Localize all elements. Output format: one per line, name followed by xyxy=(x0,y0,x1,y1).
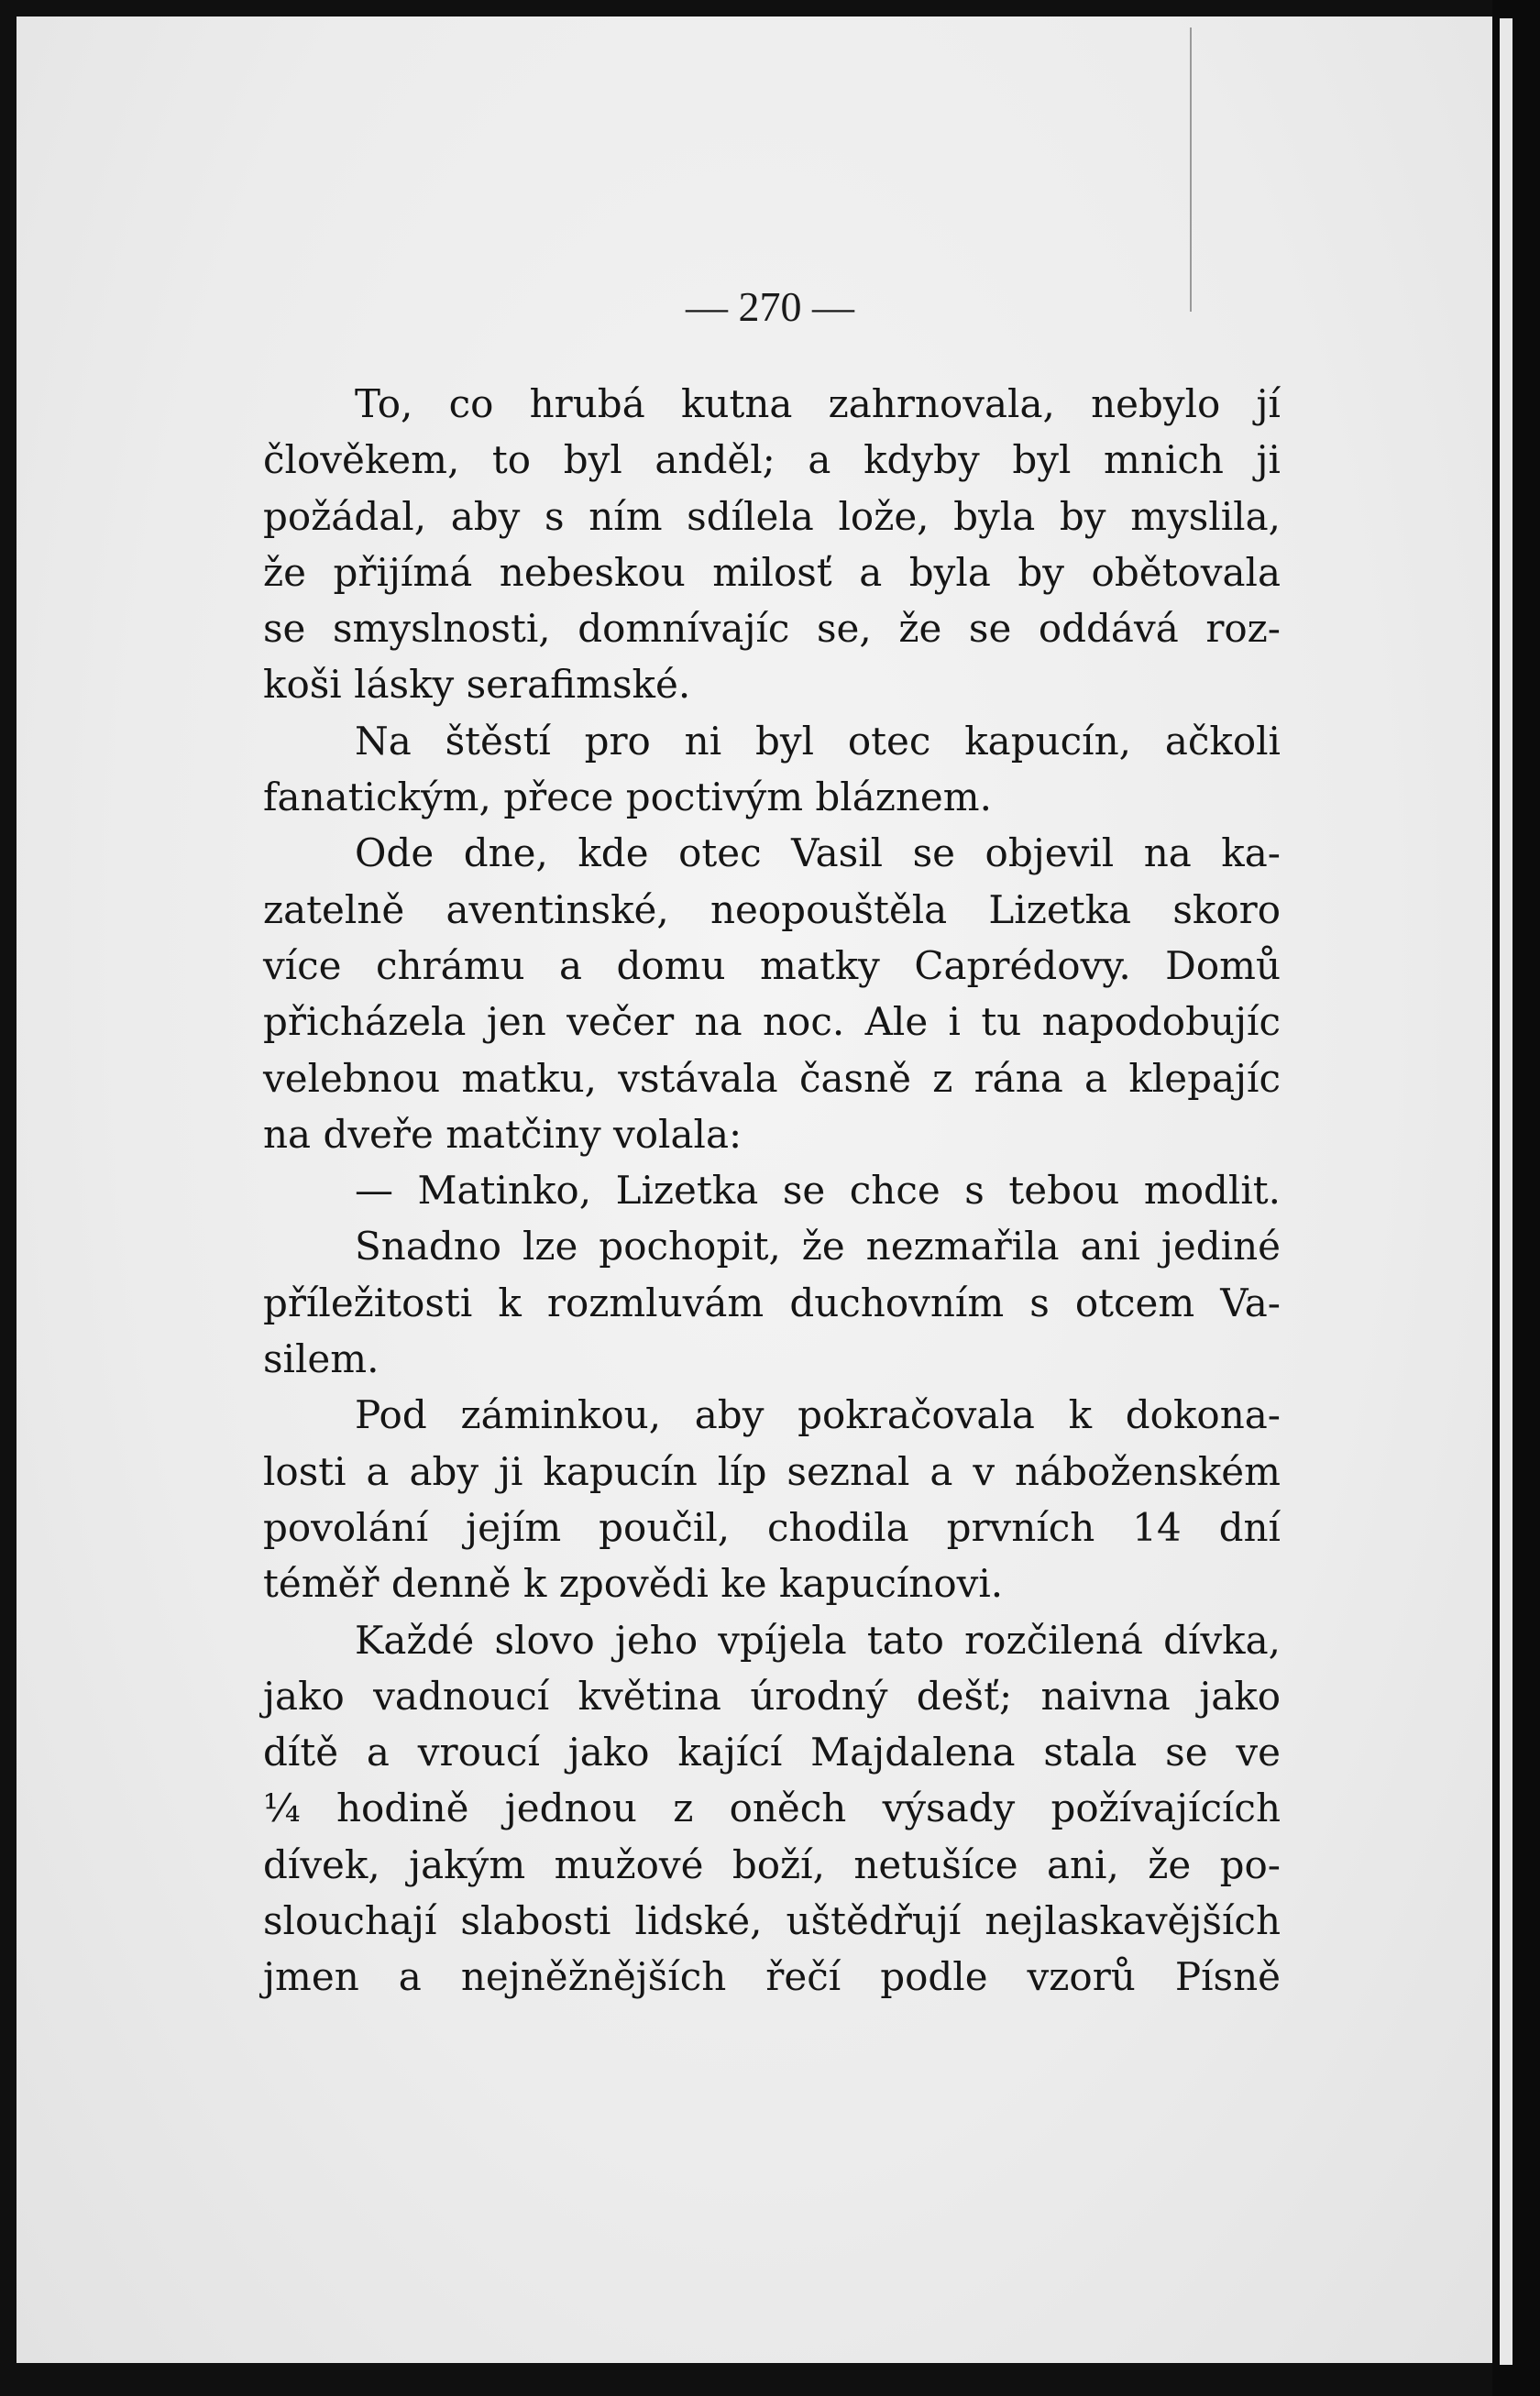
text-line: člověkem, to byl anděl; a kdyby byl mnich ji xyxy=(263,437,1281,483)
text-line: Každé slovo jeho vpíjela tato rozčilená dívka, xyxy=(355,1617,1281,1663)
text-line: silem. xyxy=(263,1336,380,1382)
text-line: Snadno lze pochopit, že nezmařila ani jediné xyxy=(355,1224,1281,1269)
text-line: téměř denně k zpovědi ke kapucínovi. xyxy=(263,1561,1004,1607)
text-line: jmen a nejněžnějších řečí podle vzorů Písně xyxy=(263,1954,1281,2000)
text-line: Ode dne, kde otec Vasil se objevil na ka- xyxy=(355,830,1281,876)
text-line: velebnou matku, vstávala časně z rána a klepajíc xyxy=(263,1055,1281,1101)
text-line: losti a aby ji kapucín líp seznal a v náboženském xyxy=(263,1448,1281,1494)
next-page-edge xyxy=(1500,18,1512,2365)
text-line: zatelně aventinské, neopouštěla Lizetka skoro xyxy=(263,886,1281,932)
text-line: více chrámu a domu matky Caprédovy. Domů xyxy=(263,942,1281,988)
text-line: dítě a vroucí jako kající Majdalena stala se ve xyxy=(263,1730,1281,1775)
text-line: Pod záminkou, aby pokračovala k dokona- xyxy=(355,1392,1281,1438)
text-line: dívek, jakým mužové boží, netušíce ani, že po- xyxy=(263,1841,1281,1887)
text-line: příležitosti k rozmluvám duchovním s otcem Va- xyxy=(263,1280,1281,1325)
text-line: se smyslnosti, domnívajíc se, že se oddává roz- xyxy=(263,606,1281,652)
text-line: ¼ hodině jednou z oněch výsady požívajících xyxy=(263,1786,1281,1831)
page-number: — 270 — xyxy=(686,283,854,330)
text-line: na dveře matčiny volala: xyxy=(263,1111,742,1157)
scan-artifact-line xyxy=(1190,27,1192,312)
text-line: slouchají slabosti lidské, uštědřují nejlaskavějších xyxy=(263,1898,1281,1944)
text-line: koši lásky serafimské. xyxy=(263,662,691,708)
body-text xyxy=(263,376,1281,2006)
text-line: požádal, aby s ním sdílela lože, byla by myslila, xyxy=(263,493,1281,539)
text-line: Na štěstí pro ni byl otec kapucín, ačkoli xyxy=(355,718,1281,764)
text-line: povolání jejím poučil, chodila prvních 14 dní xyxy=(263,1504,1281,1550)
text-line: To, co hrubá kutna zahrnovala, nebylo jí xyxy=(355,381,1281,426)
text-line: — Matinko, Lizetka se chce s tebou modlit. xyxy=(355,1168,1281,1214)
text-line: přicházela jen večer na noc. Ale i tu napodobujíc xyxy=(263,999,1281,1045)
text-line: fanatickým, přece poctivým bláznem. xyxy=(263,775,992,820)
text-line: jako vadnoucí květina úrodný dešť; naivna jako xyxy=(263,1673,1281,1719)
text-line: že přijímá nebeskou milosť a byla by obětovala xyxy=(263,549,1281,595)
